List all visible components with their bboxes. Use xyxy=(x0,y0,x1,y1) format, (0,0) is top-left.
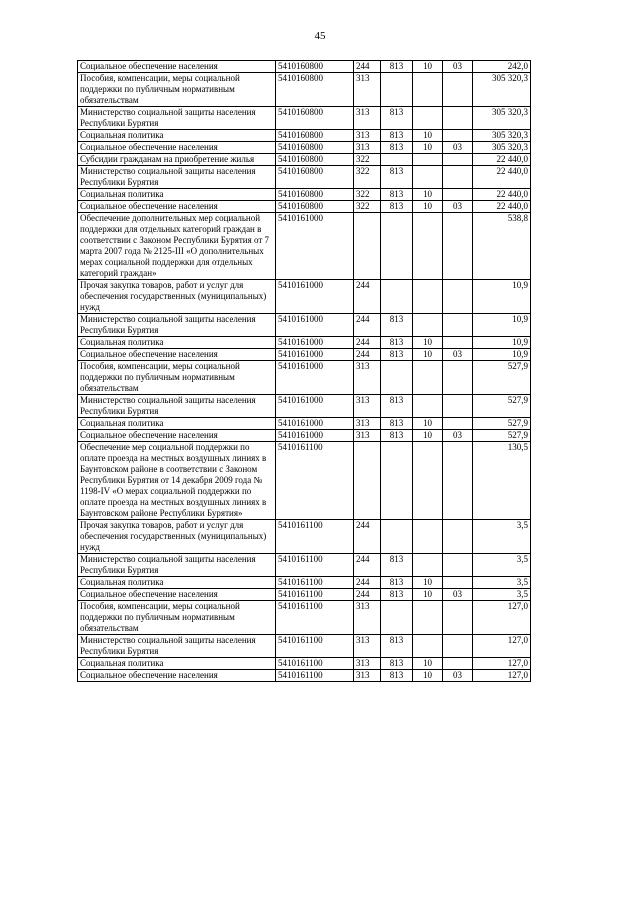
subsection-cell xyxy=(443,554,473,577)
subsection-cell xyxy=(443,577,473,589)
item-name-cell: Пособия, компенсации, меры социальной поддержки по публичным нормативным обязательствам xyxy=(78,361,276,395)
section-cell xyxy=(413,280,443,314)
amount-cell: 242,0 xyxy=(473,61,531,73)
expense-type-cell: 313 xyxy=(354,658,381,670)
expense-type-cell: 244 xyxy=(354,554,381,577)
target-article-cell: 5410161000 xyxy=(276,361,354,395)
target-article-cell: 5410161100 xyxy=(276,554,354,577)
item-name-cell: Социальное обеспечение населения xyxy=(78,61,276,73)
budget-table xyxy=(77,60,531,682)
expense-type-cell: 313 xyxy=(354,361,381,395)
section-cell xyxy=(413,314,443,337)
subsection-cell xyxy=(443,658,473,670)
administrator-cell: 813 xyxy=(381,61,413,73)
table-row xyxy=(78,349,531,361)
target-article-cell: 5410160800 xyxy=(276,107,354,130)
subsection-cell xyxy=(443,107,473,130)
section-cell: 10 xyxy=(413,201,443,213)
section-cell: 10 xyxy=(413,189,443,201)
section-cell: 10 xyxy=(413,349,443,361)
table-row xyxy=(78,520,531,554)
administrator-cell: 813 xyxy=(381,314,413,337)
target-article-cell: 5410160800 xyxy=(276,189,354,201)
target-article-cell: 5410161000 xyxy=(276,314,354,337)
table-row xyxy=(78,73,531,107)
subsection-cell xyxy=(443,280,473,314)
amount-cell: 305 320,3 xyxy=(473,142,531,154)
administrator-cell: 813 xyxy=(381,130,413,142)
expense-type-cell: 313 xyxy=(354,395,381,418)
administrator-cell: 813 xyxy=(381,107,413,130)
administrator-cell: 813 xyxy=(381,589,413,601)
expense-type-cell: 313 xyxy=(354,418,381,430)
section-cell: 10 xyxy=(413,61,443,73)
expense-type-cell: 244 xyxy=(354,280,381,314)
expense-type-cell: 244 xyxy=(354,520,381,554)
subsection-cell: 03 xyxy=(443,589,473,601)
expense-type-cell: 244 xyxy=(354,61,381,73)
section-cell xyxy=(413,107,443,130)
item-name-cell: Обеспечение дополнительных мер социальной поддержки для отдельных категорий граждан в соответствии с Законом Республики Бурятия от 7 марта 2007 года № 2125-III «О дополнительных мерах социальной поддержки для отдельных категорий граждан» xyxy=(78,213,276,280)
table-row xyxy=(78,213,531,280)
section-cell xyxy=(413,73,443,107)
table-row xyxy=(78,61,531,73)
item-name-cell: Социальная политика xyxy=(78,577,276,589)
amount-cell: 130,5 xyxy=(473,442,531,520)
table-row xyxy=(78,189,531,201)
table-row xyxy=(78,337,531,349)
subsection-cell xyxy=(443,601,473,635)
administrator-cell: 813 xyxy=(381,337,413,349)
amount-cell: 10,9 xyxy=(473,314,531,337)
target-article-cell: 5410161000 xyxy=(276,337,354,349)
section-cell xyxy=(413,166,443,189)
administrator-cell: 813 xyxy=(381,166,413,189)
expense-type-cell: 322 xyxy=(354,201,381,213)
administrator-cell: 813 xyxy=(381,670,413,682)
item-name-cell: Субсидии гражданам на приобретение жилья xyxy=(78,154,276,166)
expense-type-cell: 313 xyxy=(354,601,381,635)
amount-cell: 127,0 xyxy=(473,635,531,658)
subsection-cell xyxy=(443,337,473,349)
amount-cell: 527,9 xyxy=(473,395,531,418)
administrator-cell xyxy=(381,520,413,554)
amount-cell: 3,5 xyxy=(473,589,531,601)
administrator-cell: 813 xyxy=(381,418,413,430)
subsection-cell xyxy=(443,154,473,166)
table-row xyxy=(78,601,531,635)
amount-cell: 127,0 xyxy=(473,658,531,670)
amount-cell: 10,9 xyxy=(473,280,531,314)
administrator-cell: 813 xyxy=(381,554,413,577)
administrator-cell xyxy=(381,73,413,107)
subsection-cell xyxy=(443,635,473,658)
amount-cell: 538,8 xyxy=(473,213,531,280)
target-article-cell: 5410161100 xyxy=(276,520,354,554)
amount-cell: 22 440,0 xyxy=(473,166,531,189)
administrator-cell: 813 xyxy=(381,395,413,418)
page-number: 45 xyxy=(314,30,326,42)
item-name-cell: Пособия, компенсации, меры социальной поддержки по публичным нормативным обязательствам xyxy=(78,73,276,107)
section-cell: 10 xyxy=(413,130,443,142)
table-row xyxy=(78,395,531,418)
amount-cell: 127,0 xyxy=(473,670,531,682)
amount-cell: 10,9 xyxy=(473,337,531,349)
section-cell: 10 xyxy=(413,577,443,589)
item-name-cell: Министерство социальной защиты населения Республики Бурятия xyxy=(78,166,276,189)
item-name-cell: Министерство социальной защиты населения Республики Бурятия xyxy=(78,395,276,418)
table-row xyxy=(78,418,531,430)
subsection-cell xyxy=(443,213,473,280)
amount-cell: 305 320,3 xyxy=(473,73,531,107)
target-article-cell: 5410160800 xyxy=(276,154,354,166)
target-article-cell: 5410160800 xyxy=(276,73,354,107)
table-row xyxy=(78,589,531,601)
amount-cell: 22 440,0 xyxy=(473,189,531,201)
item-name-cell: Министерство социальной защиты населения Республики Бурятия xyxy=(78,107,276,130)
item-name-cell: Социальная политика xyxy=(78,418,276,430)
administrator-cell xyxy=(381,601,413,635)
item-name-cell: Социальное обеспечение населения xyxy=(78,142,276,154)
expense-type-cell: 313 xyxy=(354,107,381,130)
administrator-cell: 813 xyxy=(381,635,413,658)
table-row xyxy=(78,201,531,213)
administrator-cell xyxy=(381,154,413,166)
item-name-cell: Министерство социальной защиты населения Республики Бурятия xyxy=(78,314,276,337)
subsection-cell: 03 xyxy=(443,201,473,213)
target-article-cell: 5410160800 xyxy=(276,61,354,73)
subsection-cell: 03 xyxy=(443,142,473,154)
expense-type-cell: 244 xyxy=(354,577,381,589)
expense-type-cell: 244 xyxy=(354,314,381,337)
table-row xyxy=(78,670,531,682)
subsection-cell: 03 xyxy=(443,430,473,442)
expense-type-cell: 244 xyxy=(354,349,381,361)
administrator-cell: 813 xyxy=(381,349,413,361)
amount-cell: 3,5 xyxy=(473,577,531,589)
subsection-cell xyxy=(443,442,473,520)
target-article-cell: 5410161000 xyxy=(276,213,354,280)
administrator-cell: 813 xyxy=(381,189,413,201)
target-article-cell: 5410161000 xyxy=(276,349,354,361)
amount-cell: 22 440,0 xyxy=(473,201,531,213)
subsection-cell: 03 xyxy=(443,670,473,682)
subsection-cell: 03 xyxy=(443,61,473,73)
expense-type-cell: 244 xyxy=(354,589,381,601)
target-article-cell: 5410161100 xyxy=(276,601,354,635)
item-name-cell: Прочая закупка товаров, работ и услуг для обеспечения государственных (муниципальных) нужд xyxy=(78,280,276,314)
table-row xyxy=(78,554,531,577)
item-name-cell: Социальное обеспечение населения xyxy=(78,670,276,682)
subsection-cell xyxy=(443,189,473,201)
target-article-cell: 5410161000 xyxy=(276,418,354,430)
item-name-cell: Социальная политика xyxy=(78,658,276,670)
item-name-cell: Обеспечение мер социальной поддержки по оплате проезда на местных воздушных линиях в Баунтовском районе в соответствии с Законом Республики Бурятия от 14 декабря 2009 года № 1198-IV «О мерах социальной поддержки по оплате проезда на местных воздушных линиях в Баунтовском районе Республики Бурятия» xyxy=(78,442,276,520)
expense-type-cell: 313 xyxy=(354,635,381,658)
section-cell xyxy=(413,520,443,554)
expense-type-cell: 313 xyxy=(354,130,381,142)
administrator-cell: 813 xyxy=(381,577,413,589)
table-row xyxy=(78,154,531,166)
table-row xyxy=(78,280,531,314)
section-cell: 10 xyxy=(413,430,443,442)
section-cell xyxy=(413,361,443,395)
section-cell: 10 xyxy=(413,418,443,430)
table-row xyxy=(78,442,531,520)
amount-cell: 305 320,3 xyxy=(473,130,531,142)
target-article-cell: 5410160800 xyxy=(276,142,354,154)
expense-type-cell xyxy=(354,442,381,520)
expense-type-cell: 313 xyxy=(354,670,381,682)
expense-type-cell: 322 xyxy=(354,189,381,201)
expense-type-cell: 244 xyxy=(354,337,381,349)
item-name-cell: Социальное обеспечение населения xyxy=(78,589,276,601)
table-row xyxy=(78,658,531,670)
administrator-cell: 813 xyxy=(381,142,413,154)
subsection-cell xyxy=(443,130,473,142)
table-row xyxy=(78,430,531,442)
section-cell xyxy=(413,601,443,635)
subsection-cell xyxy=(443,314,473,337)
section-cell xyxy=(413,442,443,520)
item-name-cell: Министерство социальной защиты населения Республики Бурятия xyxy=(78,635,276,658)
subsection-cell xyxy=(443,166,473,189)
amount-cell: 527,9 xyxy=(473,361,531,395)
administrator-cell: 813 xyxy=(381,430,413,442)
target-article-cell: 5410161000 xyxy=(276,395,354,418)
subsection-cell xyxy=(443,418,473,430)
subsection-cell xyxy=(443,395,473,418)
expense-type-cell: 313 xyxy=(354,430,381,442)
item-name-cell: Пособия, компенсации, меры социальной поддержки по публичным нормативным обязательствам xyxy=(78,601,276,635)
target-article-cell: 5410160800 xyxy=(276,201,354,213)
target-article-cell: 5410161000 xyxy=(276,430,354,442)
subsection-cell xyxy=(443,520,473,554)
target-article-cell: 5410161000 xyxy=(276,280,354,314)
section-cell xyxy=(413,154,443,166)
item-name-cell: Социальная политика xyxy=(78,189,276,201)
section-cell xyxy=(413,635,443,658)
expense-type-cell: 313 xyxy=(354,73,381,107)
section-cell: 10 xyxy=(413,142,443,154)
section-cell: 10 xyxy=(413,658,443,670)
table-row xyxy=(78,107,531,130)
amount-cell: 10,9 xyxy=(473,349,531,361)
administrator-cell xyxy=(381,442,413,520)
item-name-cell: Социальная политика xyxy=(78,337,276,349)
expense-type-cell: 322 xyxy=(354,154,381,166)
administrator-cell: 813 xyxy=(381,658,413,670)
section-cell xyxy=(413,213,443,280)
subsection-cell xyxy=(443,73,473,107)
table-row xyxy=(78,635,531,658)
administrator-cell xyxy=(381,361,413,395)
section-cell: 10 xyxy=(413,589,443,601)
target-article-cell: 5410161100 xyxy=(276,577,354,589)
amount-cell: 127,0 xyxy=(473,601,531,635)
target-article-cell: 5410160800 xyxy=(276,166,354,189)
table-row xyxy=(78,142,531,154)
section-cell xyxy=(413,554,443,577)
amount-cell: 527,9 xyxy=(473,418,531,430)
table-row xyxy=(78,166,531,189)
subsection-cell: 03 xyxy=(443,349,473,361)
amount-cell: 3,5 xyxy=(473,554,531,577)
target-article-cell: 5410160800 xyxy=(276,130,354,142)
table-row xyxy=(78,577,531,589)
table-row xyxy=(78,130,531,142)
subsection-cell xyxy=(443,361,473,395)
item-name-cell: Социальное обеспечение населения xyxy=(78,349,276,361)
section-cell: 10 xyxy=(413,670,443,682)
item-name-cell: Министерство социальной защиты населения Республики Бурятия xyxy=(78,554,276,577)
target-article-cell: 5410161100 xyxy=(276,670,354,682)
target-article-cell: 5410161100 xyxy=(276,658,354,670)
amount-cell: 305 320,3 xyxy=(473,107,531,130)
target-article-cell: 5410161100 xyxy=(276,635,354,658)
target-article-cell: 5410161100 xyxy=(276,589,354,601)
item-name-cell: Социальное обеспечение населения xyxy=(78,430,276,442)
item-name-cell: Социальная политика xyxy=(78,130,276,142)
item-name-cell: Прочая закупка товаров, работ и услуг для обеспечения государственных (муниципальных) нужд xyxy=(78,520,276,554)
table-row xyxy=(78,314,531,337)
expense-type-cell xyxy=(354,213,381,280)
section-cell xyxy=(413,395,443,418)
administrator-cell xyxy=(381,280,413,314)
item-name-cell: Социальное обеспечение населения xyxy=(78,201,276,213)
table-row xyxy=(78,361,531,395)
expense-type-cell: 322 xyxy=(354,166,381,189)
administrator-cell xyxy=(381,213,413,280)
amount-cell: 22 440,0 xyxy=(473,154,531,166)
amount-cell: 527,9 xyxy=(473,430,531,442)
expense-type-cell: 313 xyxy=(354,142,381,154)
administrator-cell: 813 xyxy=(381,201,413,213)
amount-cell: 3,5 xyxy=(473,520,531,554)
target-article-cell: 5410161100 xyxy=(276,442,354,520)
budget-table-body xyxy=(78,61,531,682)
section-cell: 10 xyxy=(413,337,443,349)
